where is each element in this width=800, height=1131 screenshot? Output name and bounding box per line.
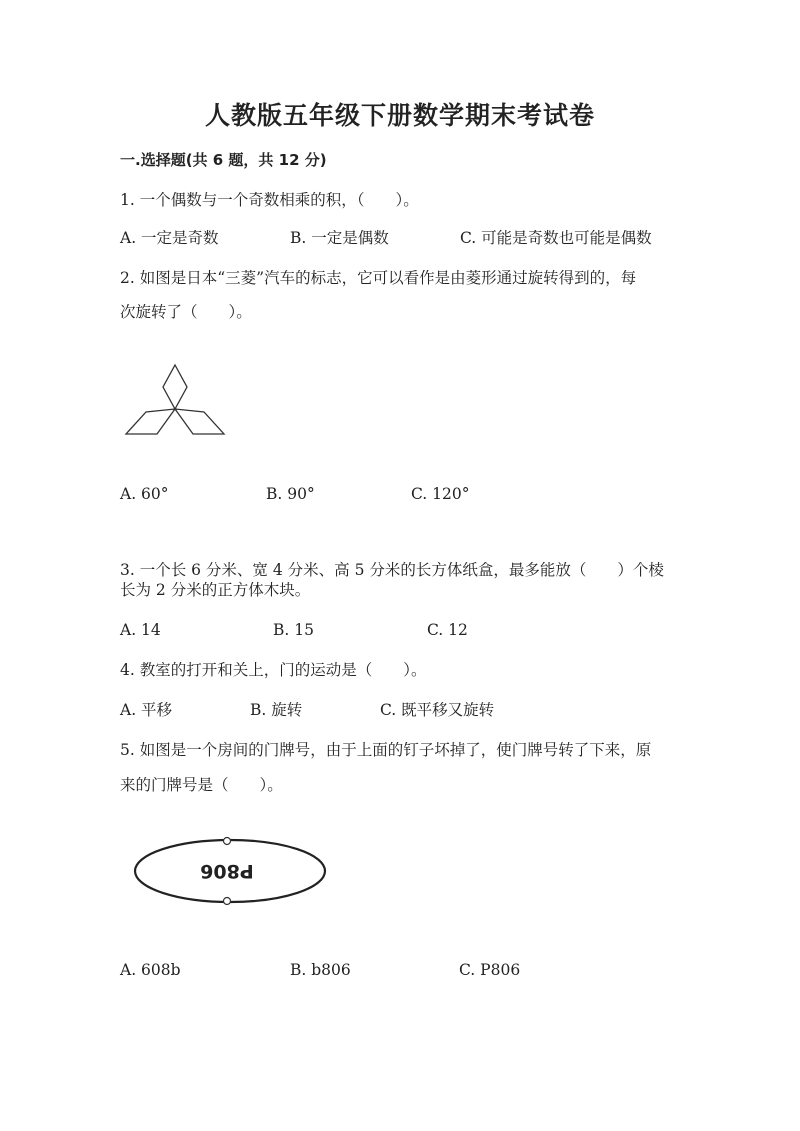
page-title: 人教版五年级下册数学期末考试卷 <box>204 101 595 130</box>
question-1-text: 1. 一个偶数与一个奇数相乘的积，（ ）。 <box>120 191 419 209</box>
question-3-text-line1: 3. 一个长 6 分米、宽 4 分米、高 5 分米的长方体纸盒，最多能放（ ）个棱 <box>120 561 664 579</box>
bottom-nail-hole <box>224 898 231 905</box>
mitsubishi-logo-figure <box>124 363 234 443</box>
question-4-option-a: A. 平移 <box>120 701 173 719</box>
question-5-option-c: C. P806 <box>459 961 521 979</box>
question-3-option-a: A. 14 <box>120 621 161 639</box>
question-2-text-line1: 2. 如图是日本“三菱”汽车的标志，它可以看作是由菱形通过旋转得到的，每 <box>120 269 637 287</box>
question-3-option-c: C. 12 <box>427 621 468 639</box>
question-5-text-line1: 5. 如图是一个房间的门牌号，由于上面的钉子坏掉了，使门牌号转了下来，原 <box>120 741 652 759</box>
question-2-option-c: C. 120° <box>411 485 470 503</box>
question-2-option-a: A. 60° <box>120 485 169 503</box>
section-heading: 一.选择题(共 6 题，共 12 分) <box>120 151 327 169</box>
rhombus-right <box>175 409 224 434</box>
question-3-option-b: B. 15 <box>273 621 314 639</box>
question-5-option-a: A. 608b <box>120 961 181 979</box>
top-nail-hole <box>224 838 231 845</box>
door-plate-figure <box>131 833 331 913</box>
question-2-option-b: B. 90° <box>266 485 315 503</box>
rhombus-top <box>163 365 187 409</box>
question-1-option-c: C. 可能是奇数也可能是偶数 <box>460 229 652 247</box>
question-5-text-line2: 来的门牌号是（ ）。 <box>120 776 283 794</box>
question-1-option-a: A. 一定是奇数 <box>120 229 219 247</box>
question-1-option-b: B. 一定是偶数 <box>290 229 389 247</box>
rhombus-left <box>126 409 175 434</box>
question-4-option-c: C. 既平移又旋转 <box>380 701 495 719</box>
question-4-option-b: B. 旋转 <box>250 701 303 719</box>
question-4-text: 4. 教室的打开和关上，门的运动是（ ）。 <box>120 661 427 679</box>
upside-down-plate-number: P806 <box>200 860 254 882</box>
question-3-text-line2: 长为 2 分米的正方体木块。 <box>120 581 311 599</box>
question-5-option-b: B. b806 <box>290 961 351 979</box>
question-2-text-line2: 次旋转了（ ）。 <box>120 303 252 321</box>
